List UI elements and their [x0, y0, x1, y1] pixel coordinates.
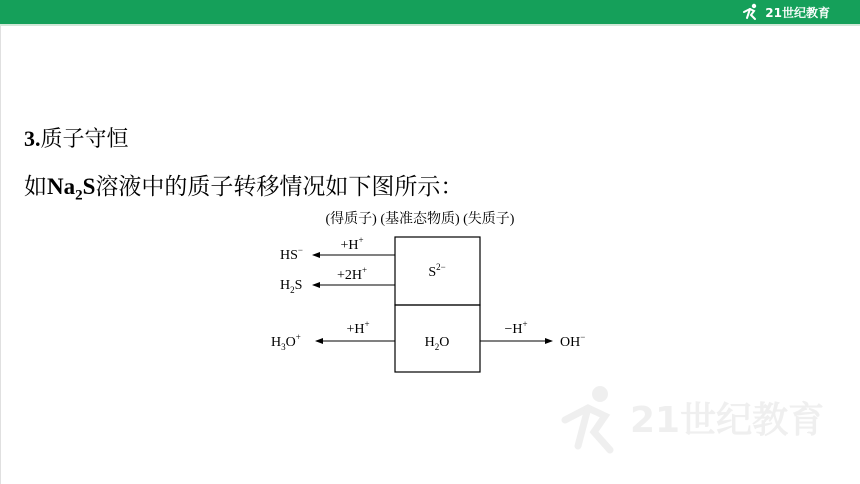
- diagram-header: (得质子) (基准态物质) (失质子): [325, 212, 515, 227]
- formula-subscript: 2: [75, 187, 83, 204]
- formula-s: S: [82, 174, 96, 199]
- brand-logo: [741, 2, 830, 22]
- center-s2: $S^{2-}$: [428, 262, 446, 280]
- arrow-label-h3o: +H+: [346, 319, 370, 337]
- section-heading: [24, 122, 129, 153]
- formula-na2s: [47, 174, 96, 204]
- intro-sentence: [24, 168, 463, 205]
- section-title: 质子守恒: [40, 127, 129, 152]
- arrow-label-oh: −H+: [504, 319, 528, 337]
- top-banner: [0, 0, 860, 26]
- watermark-logo: [560, 380, 840, 460]
- section-number: 3.: [24, 126, 41, 151]
- left-divider: [0, 26, 1, 484]
- arrow-label-hs: +H+: [340, 235, 364, 253]
- intro-prefix: 如: [24, 174, 47, 200]
- center-h2o: $H_2O$: [424, 335, 450, 352]
- intro-suffix: 溶液中的质子转移情况如下图所示：: [95, 174, 464, 200]
- proton-transfer-diagram: [250, 205, 590, 380]
- runner-logo-icon: [741, 3, 761, 21]
- species-oh: OH−: [560, 332, 586, 350]
- species-h2s: $H_2S$: [280, 278, 303, 295]
- species-hs: HS−: [280, 245, 303, 263]
- formula-na: Na: [47, 174, 76, 199]
- species-h3o: $H_3O^+$: [271, 332, 301, 352]
- watermark-text: 21世纪教育: [630, 400, 825, 441]
- brand-logo-text: 21世纪教育: [765, 5, 830, 20]
- box-h2o: [395, 305, 480, 372]
- arrow-label-h2s: +2H+: [336, 265, 368, 283]
- watermark-runner-icon: [565, 386, 610, 450]
